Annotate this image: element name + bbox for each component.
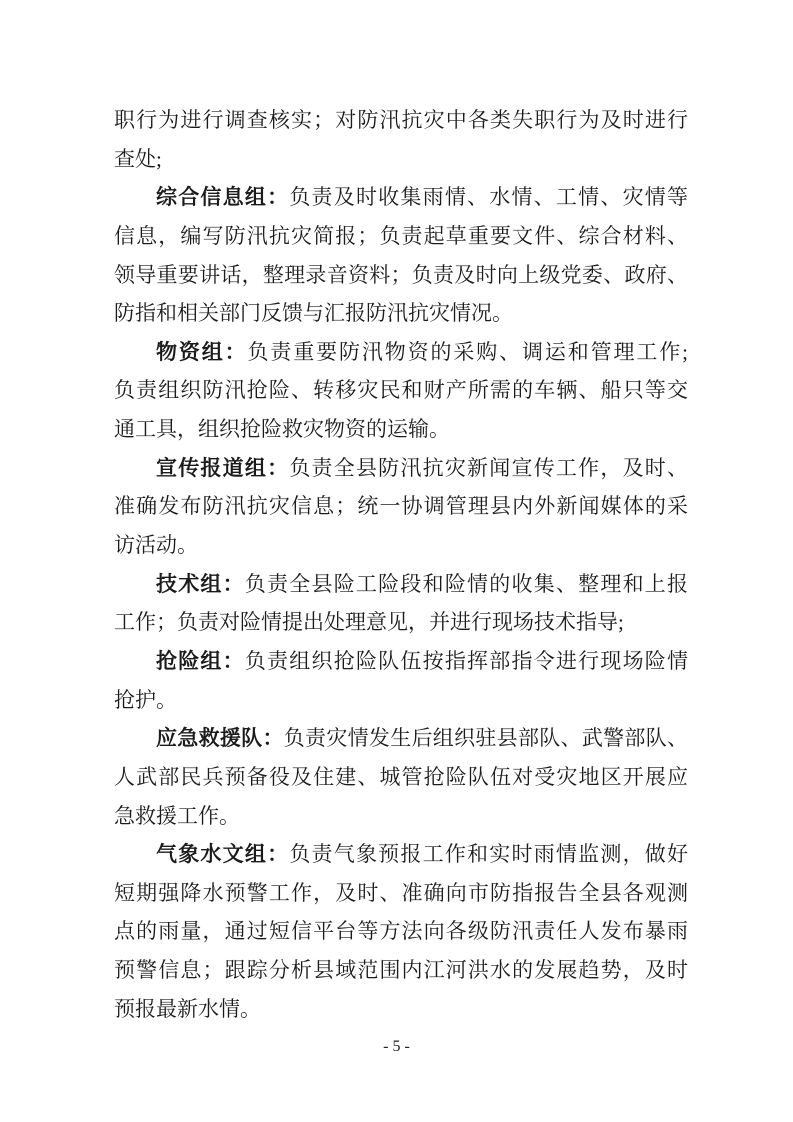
text-line — [114, 449, 688, 488]
line-text: 短期强降水预警工作，及时、准确向市防指报告全县各观测 — [114, 880, 688, 905]
text-line — [114, 835, 688, 874]
line-text: 负责重要防汛物资的采购、调运和管理工作; — [247, 339, 688, 364]
line-text: 领导重要讲话，整理录音资料；负责及时向上级党委、政府、 — [114, 262, 688, 287]
text-line — [114, 642, 688, 681]
line-text: 准确发布防汛抗灾信息；统一协调管理县内外新闻媒体的采 — [114, 494, 688, 519]
line-text: 负责及时收集雨情、水情、工情、灾情等 — [289, 185, 689, 210]
text-line — [114, 178, 688, 217]
document-body — [114, 101, 688, 1028]
group-name-label: 应急救援队： — [156, 726, 284, 751]
line-text: 负责全县险工险段和险情的收集、整理和上报 — [244, 571, 689, 596]
line-text: 负责全县防汛抗灾新闻宣传工作，及时、 — [289, 455, 689, 480]
text-line — [114, 912, 688, 951]
group-name-label: 气象水文组： — [156, 842, 290, 867]
text-line — [114, 217, 688, 256]
text-line — [114, 719, 688, 758]
line-text: 通工具，组织抢险救灾物资的运输。 — [114, 417, 450, 442]
line-text: 查处; — [114, 146, 162, 171]
page-number: - 5 - — [383, 1038, 410, 1055]
line-text: 负责气象预报工作和实时雨情监测，做好 — [289, 842, 689, 867]
text-line — [114, 256, 688, 295]
text-line — [114, 797, 688, 836]
group-name-label: 抢险组： — [156, 648, 245, 673]
line-text: 访活动。 — [114, 533, 198, 558]
text-line — [114, 140, 688, 179]
line-text: 抢护。 — [114, 687, 177, 712]
text-line — [114, 990, 688, 1029]
text-line — [114, 371, 688, 410]
text-line — [114, 487, 688, 526]
line-text: 工作；负责对险情提出处理意见，并进行现场技术指导; — [114, 610, 624, 635]
line-text: 负责灾情发生后组织驻县部队、武警部队、 — [283, 726, 688, 751]
text-line — [114, 410, 688, 449]
text-line — [114, 101, 688, 140]
text-line — [114, 603, 688, 642]
line-text: 预警信息；跟踪分析县域范围内江河洪水的发展趋势，及时 — [114, 958, 688, 983]
line-text: 人武部民兵预备役及住建、城管抢险队伍对受灾地区开展应 — [114, 764, 688, 789]
group-name-label: 宣传报道组： — [156, 455, 290, 480]
line-text: 职行为进行调查核实；对防汛抗灾中各类失职行为及时进行 — [114, 108, 688, 132]
line-text: 预报最新水情。 — [114, 996, 261, 1021]
line-text: 负责组织抢险队伍按指挥部指令进行现场险情 — [244, 648, 689, 673]
text-line — [114, 758, 688, 797]
group-name-label: 物资组： — [156, 339, 248, 364]
line-text: 信息，编写防汛抗灾简报；负责起草重要文件、综合材料、 — [114, 223, 688, 248]
text-line — [114, 526, 688, 565]
line-text: 负责组织防汛抢险、转移灾民和财产所需的车辆、船只等交 — [114, 378, 688, 403]
text-line — [114, 294, 688, 333]
line-text: 防指和相关部门反馈与汇报防汛抗灾情况。 — [114, 301, 513, 326]
line-text: 急救援工作。 — [114, 803, 240, 828]
text-line — [114, 874, 688, 913]
text-line — [114, 333, 688, 372]
text-line — [114, 681, 688, 720]
line-text: 点的雨量，通过短信平台等方法向各级防汛责任人发布暴雨 — [114, 919, 688, 944]
group-name-label: 综合信息组： — [156, 185, 290, 210]
text-line — [114, 951, 688, 990]
text-line — [114, 565, 688, 604]
group-name-label: 技术组： — [156, 571, 245, 596]
